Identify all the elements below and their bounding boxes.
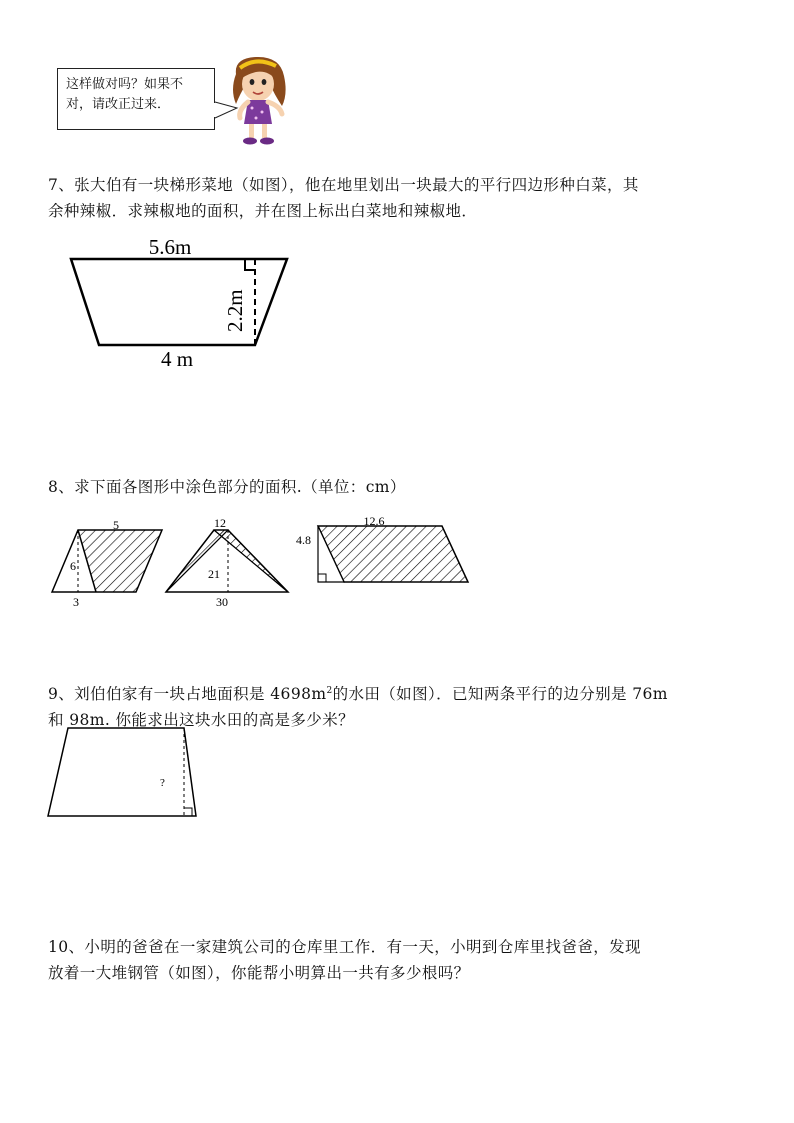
- q9-trapezoid: [48, 728, 196, 816]
- q7-trapezoid-figure: [60, 232, 300, 370]
- q9-right-angle-mark: [184, 808, 192, 816]
- q9-height-label: ?: [160, 777, 165, 789]
- question-9-line-2: 和 98m. 你能求出这块水田的高是多少米？: [48, 711, 355, 730]
- question-9-line-1-a: 9、刘伯伯家有一块占地面积是 4698m: [48, 685, 327, 704]
- q8-fig2-top-label: 12: [214, 516, 226, 530]
- q7-top-label: 5.6m: [148, 235, 192, 259]
- q9-trapezoid-figure: [44, 724, 204, 820]
- q7-right-angle-mark: [245, 259, 255, 270]
- q8-figure-1: [52, 518, 162, 609]
- question-8-line-1: 8、求下面各图形中涂色部分的面积.（单位：cm）: [48, 478, 406, 496]
- q8-fig2-height-label: 21: [208, 567, 220, 581]
- q8-figure-3: [296, 514, 468, 582]
- question-9-line-1-b: 的水田（如图）．已知两条平行的边分别是 76m: [332, 685, 668, 704]
- q7-bottom-label: 4 m: [160, 347, 194, 370]
- question-7: [48, 172, 750, 224]
- q8-figure-2: [166, 516, 288, 609]
- question-10-line-1: 10、小明的爸爸在一家建筑公司的仓库里工作．有一天，小明到仓库里找爸爸，发现: [48, 938, 641, 956]
- q8-fig1-bottom-label: 3: [73, 595, 79, 609]
- speech-bubble: [57, 68, 215, 130]
- girl-cartoon-illustration: [226, 54, 292, 148]
- question-10: [48, 934, 750, 986]
- question-8: [48, 474, 750, 500]
- q7-height-label: 2.2m: [223, 289, 247, 332]
- q8-fig2-bottom-label: 30: [216, 595, 228, 609]
- q8-fig3-height-label: 4.8: [296, 533, 311, 547]
- speech-line-2: 对，请改正过来．: [66, 97, 171, 112]
- question-9-superscript: 2: [326, 686, 333, 696]
- question-7-line-1: 7、张大伯有一块梯形菜地（如图），他在地里划出一块最大的平行四边形种白菜，其: [48, 176, 639, 194]
- question-10-line-2: 放着一大堆钢管（如图），你能帮小明算出一共有多少根吗？: [48, 964, 470, 982]
- q8-fig1-height-label: 6: [70, 559, 76, 573]
- speech-line-1: 这样做对吗？如果不: [66, 77, 184, 92]
- q8-figures: [44, 512, 484, 612]
- q8-fig1-top-label: 5: [113, 518, 119, 532]
- question-7-line-2: 余种辣椒．求辣椒地的面积，并在图上标出白菜地和辣椒地．: [48, 202, 478, 220]
- q8-fig3-top-label: 12.6: [363, 514, 385, 528]
- question-9-line-1: [48, 678, 750, 707]
